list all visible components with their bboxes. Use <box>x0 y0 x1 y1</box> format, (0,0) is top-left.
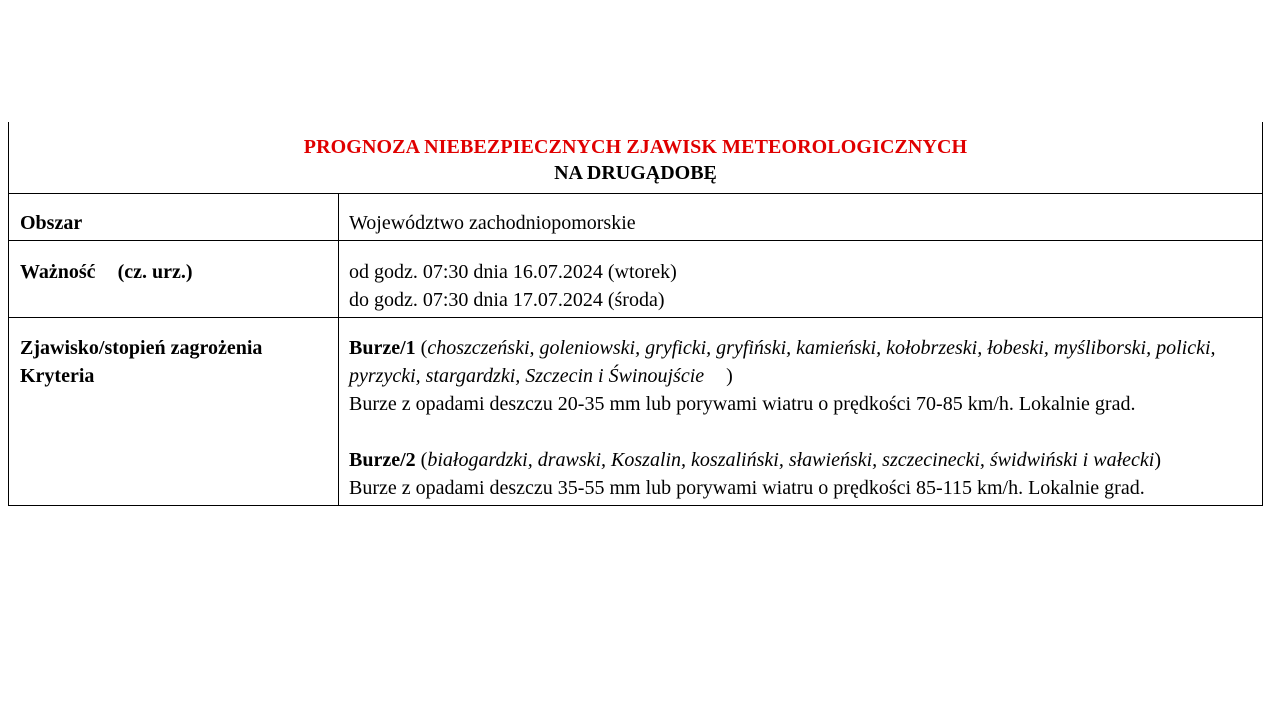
warning-1-heading: Burze/1 (choszczeński, goleniowski, gryficki, gryfiński, kamieński, kołobrzeski, łobeski, myśliborski, policki, pyrzycki, stargardzki, Szczecin i Świnoujście ) <box>349 336 1216 387</box>
criteria-label: Kryteria <box>20 364 95 387</box>
warning-table <box>8 194 1263 506</box>
warning-gap <box>349 418 1242 446</box>
warning-1-regions: choszczeński, goleniowski, gryficki, gryfiński, kamieński, kołobrzeski, łobeski, myśliborski, policki, pyrzycki, stargardzki, Szczecin i Świnoujście <box>349 336 1216 387</box>
warning-1-level: Burze/1 <box>349 336 416 359</box>
area-value: Województwo zachodniopomorskie <box>339 194 1263 240</box>
warning-document <box>8 122 1263 506</box>
validity-label: Ważność <box>20 260 96 283</box>
table-row-area <box>9 194 1263 240</box>
warning-2-regions: białogardzki, drawski, Koszalin, koszaliński, sławieński, szczecinecki, świdwiński i wałecki <box>427 448 1155 471</box>
document-subtitle: NA DRUGĄDOBĘ <box>554 162 717 184</box>
warning-block-2 <box>349 446 1242 502</box>
warning-2-level: Burze/2 <box>349 448 416 471</box>
warning-block-1 <box>349 334 1242 418</box>
validity-value-cell <box>339 240 1263 317</box>
warning-2-description: Burze z opadami deszczu 35-55 mm lub porywami wiatru o prędkości 85-115 km/h. Lokalnie grad. <box>349 476 1145 499</box>
phenomenon-label: Zjawisko/stopień zagrożenia <box>20 336 263 359</box>
table-row-phenomenon <box>9 317 1263 505</box>
document-title: PROGNOZA NIEBEZPIECZNYCH ZJAWISK METEOROLOGICZNYCH <box>303 136 968 158</box>
phenomenon-label-cell <box>9 317 339 505</box>
warning-2-heading: Burze/2 (białogardzki, drawski, Koszalin, koszaliński, sławieński, szczecinecki, świdwiński i wałecki) <box>349 448 1161 471</box>
validity-from: od godz. 07:30 dnia 16.07.2024 (wtorek) <box>349 260 677 283</box>
validity-label-note: (cz. urz.) <box>117 260 193 283</box>
phenomenon-value-cell <box>339 317 1263 505</box>
document-header <box>8 122 1263 194</box>
validity-to: do godz. 07:30 dnia 17.07.2024 (środa) <box>349 288 665 311</box>
area-label: Obszar <box>9 194 339 240</box>
validity-label-cell <box>9 240 339 317</box>
warning-1-description: Burze z opadami deszczu 20-35 mm lub porywami wiatru o prędkości 70-85 km/h. Lokalnie grad. <box>349 392 1136 415</box>
table-row-validity <box>9 240 1263 317</box>
